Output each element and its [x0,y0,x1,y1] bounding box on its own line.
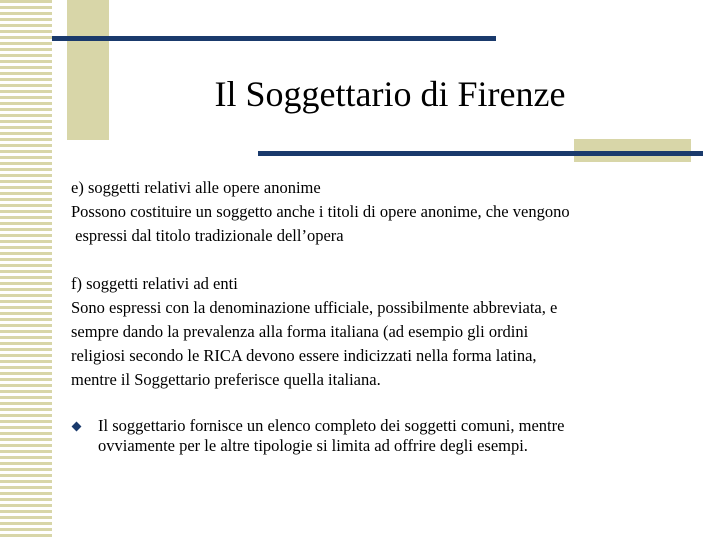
bullet-line: ovviamente per le altre tipologie si limita ad offrire degli esempi. [98,436,528,455]
section-f [71,272,701,392]
decorative-line-bottom [258,151,703,156]
decorative-line-top [52,36,496,41]
section-f-line: mentre il Soggettario preferisce quella italiana. [71,370,381,389]
slide-title: Il Soggettario di Firenze [214,74,566,114]
diamond-bullet-icon [72,422,82,432]
section-e-line: espressi dal titolo tradizionale dell’opera [71,226,344,245]
section-e [71,176,701,248]
section-f-heading: f) soggetti relativi ad enti [71,274,238,293]
section-f-line: religiosi secondo le RICA devono essere indicizzati nella forma latina, [71,346,537,365]
decorative-block-top [67,0,109,140]
section-e-heading: e) soggetti relativi alle opere anonime [71,178,321,197]
section-f-line: sempre dando la prevalenza alla forma italiana (ad esempio gli ordini [71,322,529,341]
decorative-stripe-bar [0,0,52,540]
bullet-text [98,416,564,456]
section-e-line: Possono costituire un soggetto anche i titoli di opere anonime, che vengono [71,202,570,221]
bullet-line: Il soggettario fornisce un elenco completo dei soggetti comuni, mentre [98,416,565,435]
section-f-line: Sono espressi con la denominazione ufficiale, possibilmente abbreviata, e [71,298,558,317]
